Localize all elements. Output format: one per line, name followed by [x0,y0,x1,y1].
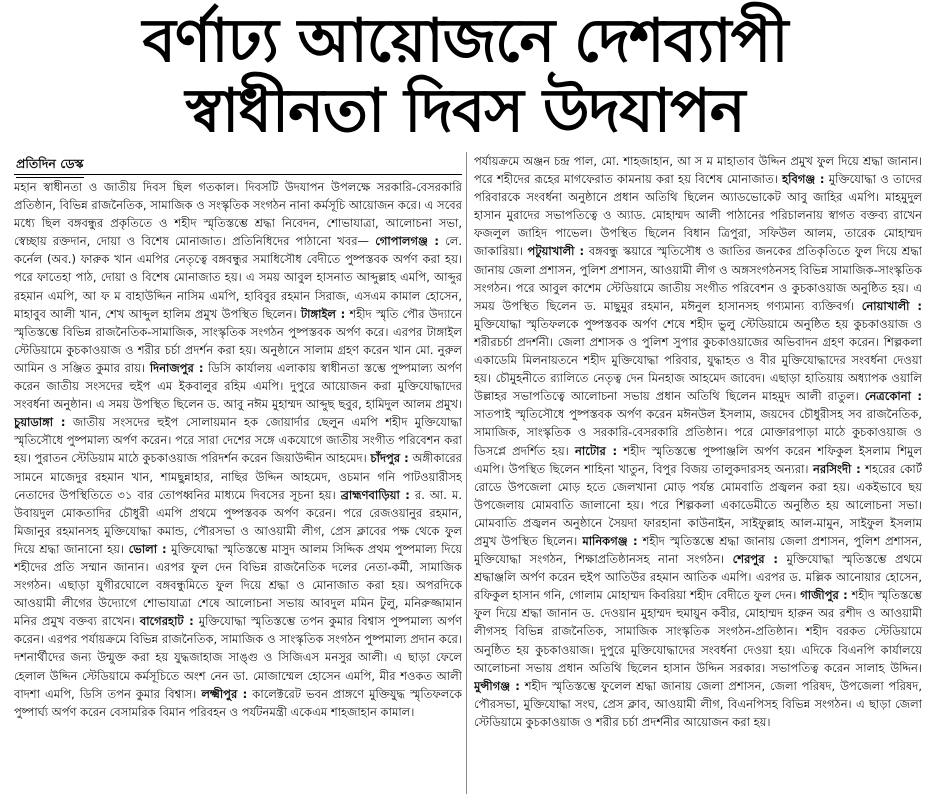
article-text: অঙ্গীকারের সামনে মাজেদুর রহমান খান, শামছুন্নাহার, নাছির উদ্দিন আহমেদ, ওচমান গনি পাটওয়ারীসহ নেতাদের উপস্থিতিতে ৩১ বার তোপধ্বনির মাধ্যমে দিবসের সূচনা হয়। [14,451,462,502]
article-text: শহীদ স্মৃতিস্তম্ভে পুষ্পাঞ্জলি অর্পণ করেন শফিকুল ইসলাম শিমুল এমপি। উপস্থিত ছিলেন শাহিনা খাতুন, বিপুর বিজয় তালুকদারসহ অন্যরা। [474,443,922,476]
location-label: দিনাজপুর : [149,360,204,375]
byline: প্রতিদিন ডেস্ক [16,156,84,178]
location-label: শেরপুর : [732,552,778,567]
article-text: মুক্তিযোদ্ধা স্মৃতিস্তম্ভে তপন কুমার বিশ্বাস পুষ্পমাল্য অর্পণ করেন। এরপর পর্যায়ক্রমে বিভিন্ন রাজনৈতিক, সামাজিক ও সাংস্কৃতিক সংগঠন পুষ্পমাল্য প্রদান করে। দশনার্থীদের জন্য উন্মুক্ত করা হয় যুদ্ধজাহাজ সাঙ্গু ও সিজিএস মনসুর আলী। এ ছাড়া ফেলে হেলাল উদ্দিন স্টেডিয়ামে কর্মসূচিতে অংশ নেন ডা. মোজাম্মেল হোসেন এমপি, মীর শওকত আলী বাদশা এমপি, ডিসি তপন কুমার বিশ্বাস। [14,614,462,701]
article-paragraph [474,152,922,731]
article-text: পর্যায়ক্রমে অঞ্জন চন্দ্র পাল, মো. শাহজাহান, আ স ম মাহাতাব উদ্দিন প্রমুখ ফুল দিয়ে শ্রদ্ধা জানান। পরে শহীদের রূহের মাগফেরাত কামনায় করা হয় বিশেষ মোনাজাত। [474,154,922,187]
article-text: কালেক্টরেট ভবন প্রাঙ্গণে মুক্তিযুদ্ধ স্মৃতিফলকে পুষ্পার্ঘ্য অর্পণ করেন বেসামরিক বিমান পরিবহন ও পর্যটনমন্ত্রী একেএম শাহজাহান কামাল। [14,686,462,719]
article-text: শহীদ স্মৃতিস্তম্ভে ফুল দিয়ে শ্রদ্ধা জানান ড. দেওয়ান মুহাম্মদ হুমায়ুন কবীর, মোহাম্মদ হারুন অর রশীদ ও আওয়ামী লীগসহ বিভিন্ন রাজনৈতিক, সামাজিক সাংস্কৃতিক সংগঠন-প্রতিষ্ঠান। শহীদ বরকত স্টেডিয়ামে অনুষ্ঠিত হয় কুচকাওয়াজ। দুপুরে মুক্তিযোদ্ধাদের সংবর্ধনা দেওয়া হয়। এদিকে বিএনপি কার্যালয়ে আলোচনা সভায় প্রধান অতিথি ছিলেন হাসান উদ্দিন সরকার। সভাপতিত্ব করেন সালাহ উদ্দিন। [474,588,922,675]
article-text: বঙ্গবন্ধু স্কয়ারে স্মৃতিসৌধ ও জাতির জনকের প্রতিকৃতিতে ফুল দিয়ে শ্রদ্ধা জানায় জেলা প্রশাসন, পুলিশ প্রশাসন, আওয়ামী লীগ ও অঙ্গসংগঠনসহ বিভিন্ন সামাজিক-সাংস্কৃতিক সংগঠন। পরে আবুল কাশেম স্টেডিয়ামে জাতীয় সংগীত পরিবেশন ও কুচকাওয়াজ অনুষ্ঠিত হয়। এ সময় উপস্থিত ছিলেন ড. মাছুমুর রহমান, মঈনুল হাসানসহ গণ্যমান্য ব্যক্তিবর্গ। [474,244,922,313]
location-label: ভোলা : [128,541,167,556]
article-text: সাতপাই স্মৃতিসৌধে পুষ্পস্তবক অর্পণ করেন মঈনউল ইসলাম, জয়দেব চৌধুরীসহ সব রাজনৈতিক, সামাজিক, সাংস্কৃতিক ও সরকারি-বেসরকারি প্রতিষ্ঠান। পরে মোক্তারপাড়া মাঠে কুচকাওয়াজ ও ডিসপ্লে প্রদর্শিত হয়। [474,407,922,458]
location-label: চুয়াডাঙ্গা : [14,415,66,430]
article-text: জাতীয় সংসদের হুইপ সোলায়মান হক জোয়ার্দার ছেলুন এমপি শহীদ মুক্তিযোদ্ধা স্মৃতিসৌধে পুষ্পমাল্য অর্পণ করেন। পরে সারা দেশের সঙ্গে একযোগে জাতীয় সংগীত পরিবেশন করা হয়। পুরাতন স্টেডিয়াম মাঠে কুচকাওয়াজ পরিদর্শন করেন জিয়াউদ্দীন আহমেদ। [14,415,462,466]
location-label: মানিকগঞ্জ : [582,533,638,548]
location-label: গাজীপুর : [800,588,848,603]
headline [0,6,930,146]
article-text: র. আ. ম. উবায়দুল মোকতাদির চৌধুরী এমপি প্রথমে পুষ্পস্তবক অর্পণ করেন। পরে রেজওয়ানুর রহমান, মিজানুর রহমানসহ মুক্তিযোদ্ধা কমান্ড, পৌরসভা ও আওয়ামী লীগ, প্রেস ক্লাবের পক্ষ থেকে ফুল দিয়ে শ্রদ্ধা জানানো হয়। [14,487,462,556]
location-label: নাটোর : [575,443,618,458]
headline-line-1: বর্ণাঢ্য আয়োজনে দেশব্যাপী [142,6,788,76]
article-paragraph [14,178,462,721]
byline-rule [14,174,462,175]
location-label: গোপালগঞ্জ : [375,234,439,249]
article-text: মুক্তিযোদ্ধা স্মৃতিস্তম্ভে মাসুদ আলম সিদ্দিক প্রথম পুষ্পমাল্য দিয়ে শহীদের প্রতি সম্মান জানান। এরপর ফুল দেন বিভিন্ন রাজনৈতিক দলের নেতা-কর্মী, সামাজিক সংগঠন। এছাড়া যুগীরঘোলে বঙ্গবন্ধুমিতে ফুল দিয়ে শ্রদ্ধা ও মোনাজাত করা হয়। অপরদিকে আওয়ামী লীগের উদ্যোগে শোভাযাত্রা শেষে আলোচনা সভায় আবদুল মমিন টুলু, মনিরুজ্জামান মনির প্রমুখ বক্তব্য রাখেন। [14,541,462,629]
location-label: ব্রাহ্মণবাড়িয়া : [340,487,410,502]
column-divider [466,152,467,794]
location-label: নেত্রকোনা : [864,389,922,404]
article-text: শহরের কোর্ট রোডে উপজেলা মোড় হতে জেলখানা মোড় পর্যন্ত মোমবাতি প্রজ্বলন করা হয়। একইভাবে ছয় উপজেলায় মোমবাতি জালানো হয়। পরে শিল্পকলা একাডেমীতে অনুষ্ঠিত হয় আলোচনা সভা। মোমবাতি প্রজ্বলন অনুষ্ঠানে সৈয়দা ফারহানা কাউনাইন, সাইফুল্লাহ আল-মামুন, সাইফুল ইসলাম প্রমুখ উপস্থিত ছিলেন। [474,461,922,548]
article-text: শহীদ স্মৃতি পৌর উদ্যানে স্মৃতিস্তম্ভে বিভিন্ন রাজনৈতিক-সামাজিক, সাংস্কৃতিক সংগঠন পুষ্পস্তবক অর্পণ করে। এরপর টাঙ্গাইল স্টেডিয়ামে কুচকাওয়াজ ও শরীর চর্চা প্রদর্শন করা হয়। অনুষ্ঠানে সালাম গ্রহণ করেন খান মো. নুরুল আমিন ও সঞ্জিত কুমার রায়। [14,306,462,375]
headline-line-2: স্বাধীনতা দিবস উদযাপন [185,76,745,146]
location-label: নরসিংদী : [812,461,861,476]
location-label: লক্ষ্মীপুর : [201,686,248,701]
article-text: লে. কর্নেল (অব.) ফারুক খান এমপির নেতৃত্বে বঙ্গবন্ধুর সমাধিসৌধ বেদীতে পুষ্পস্তবক অর্পণ করা হয়। পরে ফাতেহা পাঠ, দোয়া ও বিশেষ মোনাজাত হয়। এ সময় আবুল হাসনাত আব্দুল্লাহ এমপি, আব্দুর রহমান এমপি, আ ফ ম বাহাউদ্দিন নাসিম এমপি, হাবিবুর রহমান সিরাজ, এসএম কামাল হোসেন, মাহাবুব আলী খান, শেখ আব্দুল হালিম প্রমুখ উপস্থিত ছিলেন। [14,234,462,321]
location-label: পটুয়াখালী : [527,244,585,259]
article-text: ডিসি কার্যালয় এলাকায় স্বাধীনতা স্তম্ভে পুষ্পমাল্য অর্পণ করেন জাতীয় সংসদের হুইপ এম ইকবালুর রহিম এমপি। দুপুরে আয়োজন করা মুক্তিযোদ্ধাদের সংবর্ধনা অনুষ্ঠান। এ সময় উপস্থিত ছিলেন ড. আবু নঈম মুহাম্মদ আব্দুছ ছবুর, হামিদুল আলম প্রমুখ। [14,360,462,412]
location-label: নোয়াখালী : [861,298,922,313]
article-text: মহান স্বাধীনতা ও জাতীয় দিবস ছিল গতকাল। দিবসটি উদযাপন উপলক্ষে সরকারি-বেসরকারি প্রতিষ্ঠান, বিভিন্ন রাজনৈতিক, সামাজিক ও সংস্কৃতিক সংগঠন নানা কর্মসূচি আয়োজন করে। এ সবের মধ্যে ছিল বঙ্গবন্ধুর প্রকৃতিতে ও শহীদ স্মৃতিস্তম্ভে শ্রদ্ধা নিবেদন, শোভাযাত্রা, আলোচনা সভা, স্বেচ্ছায় রক্তদান, দোয়া ও বিশেষ মোনাজাত। প্রতিনিধিদের পাঠানো খবর— [14,180,462,249]
location-label: টাঙ্গাইল : [300,306,346,321]
article-text: শহীদ স্মৃতিস্তম্ভে শ্রদ্ধা জানায় জেলা প্রশাসন, পুলিশ প্রশাসন, মুক্তিযোদ্ধা সংগঠন, শিক্ষাপ্রতিষ্ঠানসহ নানা সংগঠন। [474,533,922,567]
location-label: হবিগঞ্জ : [782,172,825,187]
article-column-left [14,178,462,794]
article-text: মুক্তিযোদ্ধা স্মৃতিস্তম্ভে প্রথমে শ্রদ্ধাঞ্জলি অর্পণ করেন হুইপ আতিউর রহমান আতিক এমপি। এরপর ড. মল্লিক আনোয়ার হোসেন, রফিকুল হাসান গনি, গোলাম মোহাম্মদ কিবরিয়া শহীদ বেদীতে ফুল দেন। [474,552,922,603]
location-label: মুন্সীগঞ্জ : [474,678,520,693]
article-text: মুক্তিযোদ্ধা স্মৃতিফলকে পুষ্পস্তবক অর্পণ শেষে শহীদ ভুলু স্টেডিয়ামে অনুষ্ঠিত হয় কুচকাওয়াজ ও শরীরচর্চা প্রদর্শনী। জেলা প্রশাসক ও পুলিশ সুপার কুচকাওয়াজের অভিবাদন গ্রহণ করেন। শিল্পকলা একাডেমি মিলনায়তনে শহীদ মুক্তিযোদ্ধা পরিবার, যুদ্ধাহত ও বীর মুক্তিযোদ্ধাদের সংবর্ধনা দেওয়া হয়। চৌমুহনীতে র‌্যালিতে নেতৃত্ব দেন মিনহাজ আহমেদ জাবেদ। এছাড়া হাতিয়ায় অধ্যাপক ওয়ালি উল্লাহর সভাপতিত্বে আলোচনা সভায় প্রধান অতিথি ছিলেন মাহমুদ আলী রাতুল। [474,316,922,404]
location-label: বাগেরহাট : [139,614,194,629]
location-label: চাঁদপুর : [370,451,409,466]
article-column-right [474,152,922,794]
article-text: শহীদ স্মৃতিস্তম্ভে ফুলেল শ্রদ্ধা জানায় জেলা প্রশাসন, জেলা পরিষদ, উপজেলা পরিষদ, পৌরসভা, মুক্তিযোদ্ধা সংঘ, প্রেস ক্লাব, আওয়ামী লীগ, বিএনপিসহ বিভিন্ন সংগঠন। এ ছাড়া জেলা স্টেডিয়ামে কুচকাওয়াজ ও শরীর চর্চা প্রদর্শনীর আয়োজন করা হয়। [474,678,922,729]
article-text: মুক্তিযোদ্ধা ও তাদের পরিবারকে সংবর্ধনা অনুষ্ঠানে প্রধান অতিথি ছিলেন অ্যাডভোকেট আবু জাহির এমপি। মাহমুদুল হাসান মুরাদের সভাপতিত্বে ও অ্যাড. মোহাম্মদ আলী পাঠানের পরিচালনায় স্বাগত বক্তব্য রাখেন ফজলুল জাহিদ পাভেল। উপস্থিত ছিলেন বিধান ত্রিপুরা, সফিউল আলম, তারেক মোহাম্মদ জাকারিয়া। [474,172,922,259]
